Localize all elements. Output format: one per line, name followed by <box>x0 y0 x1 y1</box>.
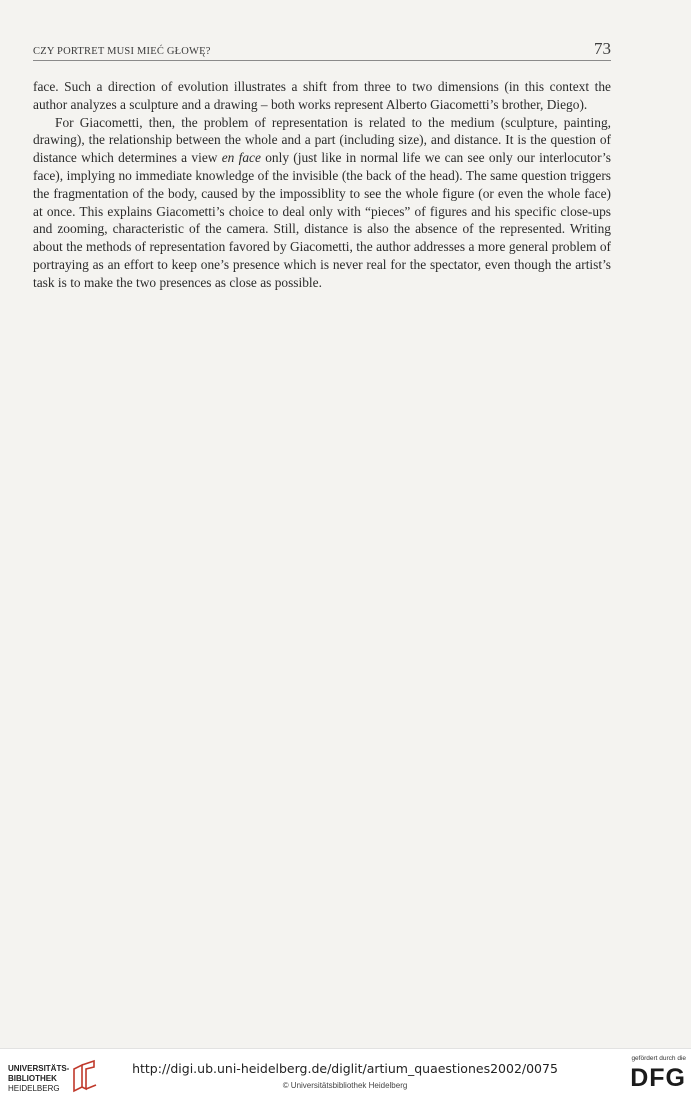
logo-line-1: UNIVERSITÄTS- <box>8 1064 70 1073</box>
paragraph-1: face. Such a direction of evolution illustrates a shift from three to two dimensions (in this context the author analyzes a sculpture and a drawing – both works represent Alberto Giacometti’s brother, Diego). <box>33 79 611 112</box>
body-text <box>33 78 611 292</box>
paragraph-2-part-2: only (just like in normal life we can see only our interlocutor’s face), implying no immediate knowledge of the invisible (the back of the head). The same question triggers the fragmentation of the body, caused by the impossiblity to see the whole figure (or even the whole face) at once. This explains Giacometti’s choice to deal only with “pieces” of figures and his specific close-ups and zooming, characteristic of the camera. Still, distance is also the absence of the represented. Writing about the methods of representation favored by Giacometti, the author addresses a more general problem of portraying as an effort to keep one’s presence which is never real for the spectator, even though the artist’s task is to make the two presences as close as possible. <box>33 150 611 290</box>
page-number: 73 <box>594 39 611 58</box>
digitization-footer <box>0 1048 691 1099</box>
paragraph-2 <box>33 114 611 292</box>
dfg-funding-caption: gefördert durch die <box>631 1055 686 1062</box>
copyright-notice: © Universitätsbibliothek Heidelberg <box>282 1081 408 1090</box>
running-header <box>33 38 611 61</box>
logo-line-2: BIBLIOTHEK <box>8 1074 57 1083</box>
italic-phrase-en-face: en face <box>221 150 261 166</box>
library-emblem-icon <box>68 1059 104 1093</box>
paragraph-2-part-1: For Giacometti, then, the problem of representation is related to the medium (sculpture, painting, drawing), the relationship between the whole and a part (including size), and distance. It is the question of distance which determines a view <box>33 114 611 166</box>
running-title: CZY PORTRET MUSI MIEĆ GŁOWĘ? <box>33 46 211 57</box>
logo-line-3: HEIDELBERG <box>8 1084 60 1093</box>
dfg-logo[interactable]: DFG <box>630 1064 686 1092</box>
university-library-logo[interactable] <box>8 1057 108 1095</box>
permalink-url[interactable]: http://digi.ub.uni-heidelberg.de/diglit/artium_quaestiones2002/0075 <box>132 1061 558 1076</box>
